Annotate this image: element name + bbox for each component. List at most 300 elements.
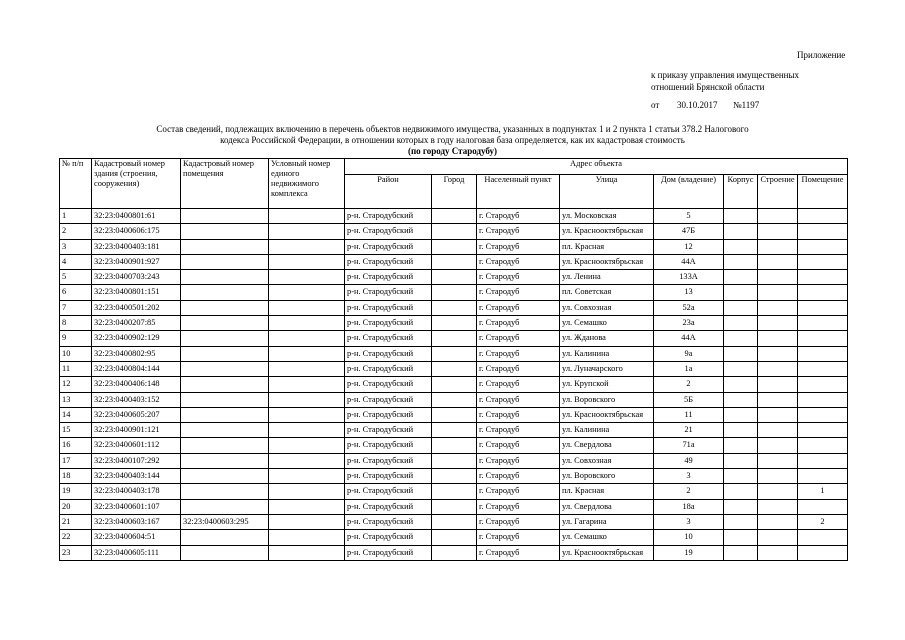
- cell-cad-room: [181, 407, 269, 422]
- appendix-label: Приложение: [797, 50, 846, 60]
- property-table: [59, 158, 848, 561]
- cell-house: 49: [654, 453, 724, 468]
- cell-locality: г. Стародуб: [477, 377, 560, 392]
- cell-locality: г. Стародуб: [477, 239, 560, 254]
- cell-pomeshchenie: [798, 285, 848, 300]
- cell-street: ул. Ленина: [560, 270, 654, 285]
- cell-house: 9а: [654, 346, 724, 361]
- table-row: [60, 530, 848, 545]
- table-row: [60, 346, 848, 361]
- cell-cad-room: 32:23:0400603:295: [181, 514, 269, 529]
- cell-pomeshchenie: [798, 254, 848, 269]
- cell-locality: г. Стародуб: [477, 316, 560, 331]
- cell-cad-building: 32:23:0400901:121: [92, 423, 181, 438]
- cell-korpus: [724, 469, 758, 484]
- cell-num: 5: [60, 270, 92, 285]
- cell-stroenie: [758, 285, 798, 300]
- cell-house: 1а: [654, 361, 724, 376]
- cell-city: [432, 407, 477, 422]
- cell-cad-room: [181, 224, 269, 239]
- cell-city: [432, 392, 477, 407]
- cell-stroenie: [758, 270, 798, 285]
- cell-cad-building: 32:23:0400604:51: [92, 530, 181, 545]
- cell-num: 16: [60, 438, 92, 453]
- cell-locality: г. Стародуб: [477, 254, 560, 269]
- cell-street: ул. Московская: [560, 209, 654, 224]
- cell-street: ул. Краснооктябрьская: [560, 224, 654, 239]
- cell-city: [432, 514, 477, 529]
- cell-city: [432, 377, 477, 392]
- cell-district: р-н. Стародубский: [345, 453, 432, 468]
- table-row: [60, 392, 848, 407]
- cell-cad-room: [181, 316, 269, 331]
- cell-city: [432, 530, 477, 545]
- cell-pomeshchenie: [798, 300, 848, 315]
- header-house: Дом (владение): [654, 175, 724, 209]
- table-row: [60, 254, 848, 269]
- table-row: [60, 361, 848, 376]
- cell-cad-room: [181, 423, 269, 438]
- cell-cad-building: 32:23:0400207:85: [92, 316, 181, 331]
- cell-cad-room: [181, 545, 269, 560]
- cell-city: [432, 499, 477, 514]
- cell-locality: г. Стародуб: [477, 514, 560, 529]
- cell-district: р-н. Стародубский: [345, 438, 432, 453]
- cell-cond-num: [269, 469, 345, 484]
- cell-num: 18: [60, 469, 92, 484]
- cell-korpus: [724, 361, 758, 376]
- cell-cad-room: [181, 239, 269, 254]
- cell-num: 6: [60, 285, 92, 300]
- table-row: [60, 377, 848, 392]
- cell-cad-room: [181, 209, 269, 224]
- cell-locality: г. Стародуб: [477, 407, 560, 422]
- cell-cad-room: [181, 254, 269, 269]
- table-row: [60, 316, 848, 331]
- cell-house: 2: [654, 484, 724, 499]
- cell-pomeshchenie: 2: [798, 514, 848, 529]
- cell-locality: г. Стародуб: [477, 469, 560, 484]
- cell-korpus: [724, 209, 758, 224]
- table-row: [60, 484, 848, 499]
- cell-cond-num: [269, 499, 345, 514]
- cell-cond-num: [269, 361, 345, 376]
- cell-house: 3: [654, 469, 724, 484]
- cell-house: 71а: [654, 438, 724, 453]
- cell-cad-room: [181, 270, 269, 285]
- cell-city: [432, 484, 477, 499]
- table-row: [60, 239, 848, 254]
- cell-city: [432, 300, 477, 315]
- cell-korpus: [724, 254, 758, 269]
- header-pomeshchenie: Помещение: [798, 175, 848, 209]
- cell-cad-room: [181, 377, 269, 392]
- cell-num: 15: [60, 423, 92, 438]
- cell-district: р-н. Стародубский: [345, 209, 432, 224]
- cell-district: р-н. Стародубский: [345, 361, 432, 376]
- cell-house: 5Б: [654, 392, 724, 407]
- cell-num: 22: [60, 530, 92, 545]
- header-locality: Населенный пункт: [477, 175, 560, 209]
- cell-stroenie: [758, 209, 798, 224]
- cell-korpus: [724, 224, 758, 239]
- cell-korpus: [724, 484, 758, 499]
- table-row: [60, 407, 848, 422]
- cell-cad-building: 32:23:0400804:144: [92, 361, 181, 376]
- cell-street: пл. Красная: [560, 239, 654, 254]
- cell-cad-room: [181, 438, 269, 453]
- cell-stroenie: [758, 484, 798, 499]
- cell-locality: г. Стародуб: [477, 484, 560, 499]
- cell-korpus: [724, 377, 758, 392]
- cell-city: [432, 331, 477, 346]
- header-city: Город: [432, 175, 477, 209]
- cell-house: 23а: [654, 316, 724, 331]
- cell-pomeshchenie: [798, 530, 848, 545]
- cell-district: р-н. Стародубский: [345, 224, 432, 239]
- cell-district: р-н. Стародубский: [345, 423, 432, 438]
- cell-house: 11: [654, 407, 724, 422]
- cell-city: [432, 423, 477, 438]
- table-row: [60, 209, 848, 224]
- cell-pomeshchenie: [798, 407, 848, 422]
- cell-cond-num: [269, 407, 345, 422]
- cell-street: ул. Калинина: [560, 346, 654, 361]
- cell-cad-room: [181, 331, 269, 346]
- cell-num: 1: [60, 209, 92, 224]
- cell-city: [432, 209, 477, 224]
- table-row: [60, 545, 848, 560]
- cell-street: ул. Краснооктябрьская: [560, 407, 654, 422]
- header-num: № п/п: [60, 159, 92, 209]
- cell-district: р-н. Стародубский: [345, 469, 432, 484]
- cell-locality: г. Стародуб: [477, 300, 560, 315]
- order-date: 30.10.2017: [677, 100, 718, 110]
- table-body: [60, 209, 848, 561]
- header-cond-num: Условный номер единого недвижимого комплекса: [269, 159, 345, 209]
- cell-locality: г. Стародуб: [477, 453, 560, 468]
- cell-city: [432, 438, 477, 453]
- cell-korpus: [724, 392, 758, 407]
- cell-street: ул. Калинина: [560, 423, 654, 438]
- cell-city: [432, 469, 477, 484]
- cell-cond-num: [269, 300, 345, 315]
- cell-street: ул. Жданова: [560, 331, 654, 346]
- cell-cad-building: 32:23:0400403:181: [92, 239, 181, 254]
- cell-num: 23: [60, 545, 92, 560]
- cell-stroenie: [758, 316, 798, 331]
- cell-cond-num: [269, 514, 345, 529]
- document-title: [60, 124, 845, 157]
- cell-street: ул. Совхозная: [560, 453, 654, 468]
- cell-district: р-н. Стародубский: [345, 270, 432, 285]
- cell-locality: г. Стародуб: [477, 270, 560, 285]
- cell-stroenie: [758, 300, 798, 315]
- cell-street: ул. Совхозная: [560, 300, 654, 315]
- cell-num: 19: [60, 484, 92, 499]
- cell-street: ул. Краснооктябрьская: [560, 545, 654, 560]
- cell-pomeshchenie: [798, 331, 848, 346]
- cell-korpus: [724, 438, 758, 453]
- cell-cad-building: 32:23:0400601:112: [92, 438, 181, 453]
- cell-city: [432, 453, 477, 468]
- order-reference-line2: отношений Брянской области: [651, 82, 765, 92]
- cell-cad-building: 32:23:0400403:152: [92, 392, 181, 407]
- cell-stroenie: [758, 530, 798, 545]
- cell-pomeshchenie: [798, 239, 848, 254]
- cell-pomeshchenie: [798, 346, 848, 361]
- cell-cad-room: [181, 346, 269, 361]
- cell-locality: г. Стародуб: [477, 545, 560, 560]
- cell-district: р-н. Стародубский: [345, 392, 432, 407]
- cell-cond-num: [269, 270, 345, 285]
- title-line1: Состав сведений, подлежащих включению в перечень объектов недвижимого имущества, указанных в подпунктах 1 и 2 пункта 1 статьи 378.2 Налогового: [156, 124, 749, 134]
- cell-house: 44А: [654, 331, 724, 346]
- cell-house: 21: [654, 423, 724, 438]
- cell-stroenie: [758, 331, 798, 346]
- cell-num: 20: [60, 499, 92, 514]
- cell-cad-room: [181, 300, 269, 315]
- cell-pomeshchenie: [798, 209, 848, 224]
- cell-cond-num: [269, 377, 345, 392]
- table-row: [60, 224, 848, 239]
- cell-cad-building: 32:23:0400603:167: [92, 514, 181, 529]
- cell-korpus: [724, 285, 758, 300]
- cell-cad-building: 32:23:0400107:292: [92, 453, 181, 468]
- cell-district: р-н. Стародубский: [345, 254, 432, 269]
- cell-district: р-н. Стародубский: [345, 331, 432, 346]
- cell-locality: г. Стародуб: [477, 209, 560, 224]
- cell-cond-num: [269, 316, 345, 331]
- cell-num: 13: [60, 392, 92, 407]
- cell-num: 8: [60, 316, 92, 331]
- table-row: [60, 514, 848, 529]
- cell-locality: г. Стародуб: [477, 361, 560, 376]
- cell-num: 10: [60, 346, 92, 361]
- cell-pomeshchenie: [798, 224, 848, 239]
- cell-stroenie: [758, 392, 798, 407]
- cell-pomeshchenie: [798, 392, 848, 407]
- cell-cad-room: [181, 453, 269, 468]
- cell-cad-room: [181, 484, 269, 499]
- cell-korpus: [724, 407, 758, 422]
- date-prefix: от: [651, 100, 660, 110]
- cell-cad-building: 32:23:0400801:61: [92, 209, 181, 224]
- cell-house: 44А: [654, 254, 724, 269]
- cell-city: [432, 239, 477, 254]
- table-row: [60, 423, 848, 438]
- cell-korpus: [724, 514, 758, 529]
- cell-district: р-н. Стародубский: [345, 346, 432, 361]
- cell-street: ул. Свердлова: [560, 499, 654, 514]
- cell-locality: г. Стародуб: [477, 285, 560, 300]
- cell-korpus: [724, 499, 758, 514]
- cell-locality: г. Стародуб: [477, 224, 560, 239]
- header-address: Адрес объекта: [345, 159, 848, 175]
- cell-cad-building: 32:23:0400801:151: [92, 285, 181, 300]
- cell-korpus: [724, 239, 758, 254]
- cell-cad-building: 32:23:0400403:178: [92, 484, 181, 499]
- cell-locality: г. Стародуб: [477, 499, 560, 514]
- cell-city: [432, 270, 477, 285]
- cell-district: р-н. Стародубский: [345, 377, 432, 392]
- cell-house: 2: [654, 377, 724, 392]
- table-row: [60, 469, 848, 484]
- cell-city: [432, 224, 477, 239]
- cell-locality: г. Стародуб: [477, 392, 560, 407]
- cell-cad-building: 32:23:0400606:175: [92, 224, 181, 239]
- cell-stroenie: [758, 453, 798, 468]
- cell-cond-num: [269, 484, 345, 499]
- cell-cad-building: 32:23:0400605:207: [92, 407, 181, 422]
- cell-num: 17: [60, 453, 92, 468]
- cell-street: ул. Краснооктябрьская: [560, 254, 654, 269]
- cell-cond-num: [269, 331, 345, 346]
- cell-cond-num: [269, 209, 345, 224]
- cell-stroenie: [758, 407, 798, 422]
- cell-city: [432, 346, 477, 361]
- cell-stroenie: [758, 545, 798, 560]
- cell-korpus: [724, 423, 758, 438]
- cell-korpus: [724, 453, 758, 468]
- cell-locality: г. Стародуб: [477, 346, 560, 361]
- cell-stroenie: [758, 377, 798, 392]
- cell-street: ул. Свердлова: [560, 438, 654, 453]
- cell-city: [432, 545, 477, 560]
- cell-cond-num: [269, 254, 345, 269]
- cell-cad-building: 32:23:0400406:148: [92, 377, 181, 392]
- cell-stroenie: [758, 346, 798, 361]
- header-cad-building: Кадастровый номер здания (строения, сооружения): [92, 159, 181, 209]
- cell-cond-num: [269, 530, 345, 545]
- table-row: [60, 331, 848, 346]
- cell-house: 10: [654, 530, 724, 545]
- cell-cond-num: [269, 346, 345, 361]
- cell-locality: г. Стародуб: [477, 423, 560, 438]
- cell-cond-num: [269, 285, 345, 300]
- cell-pomeshchenie: [798, 423, 848, 438]
- cell-house: 18а: [654, 499, 724, 514]
- cell-street: ул. Крупской: [560, 377, 654, 392]
- cell-stroenie: [758, 438, 798, 453]
- cell-korpus: [724, 300, 758, 315]
- cell-stroenie: [758, 469, 798, 484]
- table-row: [60, 270, 848, 285]
- cell-korpus: [724, 545, 758, 560]
- header-korpus: Корпус: [724, 175, 758, 209]
- cell-district: р-н. Стародубский: [345, 514, 432, 529]
- cell-house: 52а: [654, 300, 724, 315]
- cell-locality: г. Стародуб: [477, 530, 560, 545]
- cell-pomeshchenie: [798, 469, 848, 484]
- table-row: [60, 300, 848, 315]
- cell-cad-building: 32:23:0400605:111: [92, 545, 181, 560]
- cell-district: р-н. Стародубский: [345, 499, 432, 514]
- cell-stroenie: [758, 423, 798, 438]
- header-district: Район: [345, 175, 432, 209]
- order-date-number: [651, 100, 759, 110]
- cell-cad-building: 32:23:0400601:107: [92, 499, 181, 514]
- cell-house: 13: [654, 285, 724, 300]
- cell-cad-room: [181, 499, 269, 514]
- cell-district: р-н. Стародубский: [345, 484, 432, 499]
- cell-district: р-н. Стародубский: [345, 407, 432, 422]
- cell-stroenie: [758, 239, 798, 254]
- cell-pomeshchenie: [798, 316, 848, 331]
- cell-num: 3: [60, 239, 92, 254]
- cell-cad-building: 32:23:0400703:243: [92, 270, 181, 285]
- cell-num: 7: [60, 300, 92, 315]
- cell-locality: г. Стародуб: [477, 331, 560, 346]
- cell-cad-building: 32:23:0400901:927: [92, 254, 181, 269]
- cell-city: [432, 285, 477, 300]
- cell-pomeshchenie: [798, 377, 848, 392]
- cell-num: 9: [60, 331, 92, 346]
- cell-num: 21: [60, 514, 92, 529]
- cell-cad-room: [181, 285, 269, 300]
- cell-district: р-н. Стародубский: [345, 285, 432, 300]
- table-row: [60, 453, 848, 468]
- cell-street: ул. Воровского: [560, 469, 654, 484]
- cell-pomeshchenie: [798, 361, 848, 376]
- cell-locality: г. Стародуб: [477, 438, 560, 453]
- cell-city: [432, 316, 477, 331]
- cell-street: пл. Красная: [560, 484, 654, 499]
- cell-cad-room: [181, 361, 269, 376]
- cell-house: 5: [654, 209, 724, 224]
- cell-district: р-н. Стародубский: [345, 239, 432, 254]
- cell-cad-room: [181, 392, 269, 407]
- cell-num: 4: [60, 254, 92, 269]
- cell-street: ул. Воровского: [560, 392, 654, 407]
- header-cad-room: Кадастровый номер помещения: [181, 159, 269, 209]
- cell-cond-num: [269, 224, 345, 239]
- cell-korpus: [724, 331, 758, 346]
- cell-pomeshchenie: [798, 438, 848, 453]
- cell-num: 2: [60, 224, 92, 239]
- cell-stroenie: [758, 499, 798, 514]
- cell-stroenie: [758, 254, 798, 269]
- cell-pomeshchenie: [798, 270, 848, 285]
- cell-house: 47Б: [654, 224, 724, 239]
- cell-street: ул. Семашко: [560, 316, 654, 331]
- cell-district: р-н. Стародубский: [345, 530, 432, 545]
- cell-cad-building: 32:23:0400902:129: [92, 331, 181, 346]
- cell-district: р-н. Стародубский: [345, 300, 432, 315]
- cell-street: ул. Луначарского: [560, 361, 654, 376]
- cell-korpus: [724, 316, 758, 331]
- cell-num: 14: [60, 407, 92, 422]
- cell-street: пл. Советская: [560, 285, 654, 300]
- header-street: Улица: [560, 175, 654, 209]
- cell-korpus: [724, 270, 758, 285]
- cell-house: 12: [654, 239, 724, 254]
- cell-cond-num: [269, 392, 345, 407]
- cell-house: 19: [654, 545, 724, 560]
- order-number: №1197: [733, 100, 760, 110]
- cell-pomeshchenie: [798, 545, 848, 560]
- cell-num: 12: [60, 377, 92, 392]
- cell-korpus: [724, 346, 758, 361]
- cell-house: 3: [654, 514, 724, 529]
- cell-stroenie: [758, 514, 798, 529]
- cell-pomeshchenie: [798, 453, 848, 468]
- cell-cad-room: [181, 530, 269, 545]
- cell-stroenie: [758, 224, 798, 239]
- cell-cond-num: [269, 438, 345, 453]
- cell-cond-num: [269, 545, 345, 560]
- title-line2: кодекса Российской Федерации, в отношении которых в году налоговая база определяется, как их кадастровая стоимость: [220, 135, 685, 145]
